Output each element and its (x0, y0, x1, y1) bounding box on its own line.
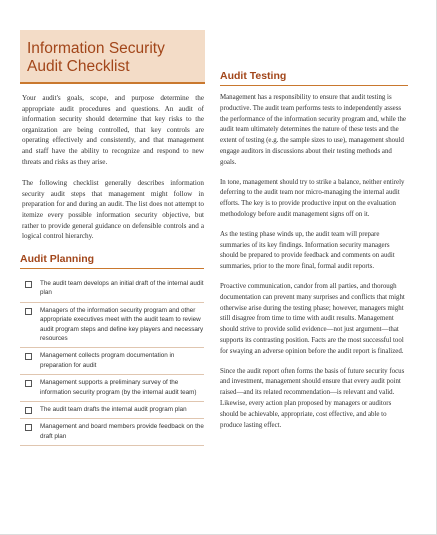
testing-paragraph-1: Management has a responsibility to ensure that audit testing is productive. The audit team performs tests to independently assess the performance of the information security program and, while the audit team ultimately determines the nature of these tests and the extent of testing (e.g. the sample sizes to use), management should engage auditors in discussions about their testing methods and goals. (220, 94, 406, 166)
audit-testing-column (220, 70, 408, 440)
checklist-item (20, 303, 204, 349)
checklist-item (20, 348, 204, 375)
checklist-item-text: Management and board members provide feedback on the draft plan (40, 423, 204, 440)
audit-planning-heading: Audit Planning (20, 253, 95, 265)
checkbox[interactable] (25, 380, 32, 387)
testing-paragraph-5: Since the audit report often forms the basis of future security focus and investment, management should ensure that every audit point raised—and its related recommendation—is relevant and valid. Likewise, every action plan proposed by managers or auditors should be achievable, appropriate, cost effective, and able to produce lasting effect. (220, 367, 405, 429)
checklist-item-text: Managers of the information security program and other appropriate executives meet with the audit team to review audit program steps and define key players and necessary resources (40, 306, 204, 343)
title-line-2: Audit Checklist (27, 58, 130, 75)
page-title (27, 40, 207, 76)
audit-testing-rule (220, 85, 408, 86)
checklist-item (20, 419, 204, 446)
testing-paragraph-2: In tone, management should try to strike a balance, neither entirely deferring to the audit team nor micro-managing the internal audit efforts. The key is to provide productive input on the evaluation methodology before audit management signs off on it. (220, 178, 405, 218)
audit-planning-header (20, 253, 204, 269)
audit-testing-header (220, 70, 408, 86)
checklist-item (20, 402, 204, 419)
checkbox[interactable] (25, 407, 32, 414)
intro-column (22, 93, 204, 253)
testing-paragraph-4: Proactive communication, candor from all parties, and thorough documentation can prevent many surprises and conflicts that might otherwise arise during the testing phase; however, managers might still disagree from time to time with audit results. Management should strive to provide solid evidence—not just argument—that supports its contrasting position. Facts are the most successful tool for swaying an adverse opinion before the audit report is finalized. (220, 282, 405, 355)
audit-planning-checklist (20, 276, 204, 446)
checklist-item (20, 375, 204, 402)
checklist-item-text: Management collects program documentation in preparation for audit (40, 352, 175, 369)
checkbox[interactable] (25, 308, 32, 315)
audit-planning-rule (20, 268, 204, 269)
audit-testing-heading: Audit Testing (220, 70, 287, 82)
checkbox[interactable] (25, 353, 32, 360)
intro-paragraph-1: Your audit's goals, scope, and purpose determine the appropriate audit procedures and questions. An audit of information security should determine that key risks to the organization are being controlled, that key controls are operating effectively and consistently, and that management and staff have the ability to recognize and respond to new threats and risks as they arise. (22, 94, 204, 166)
checklist-item-text: Management supports a preliminary survey of the information security program (by the internal audit team) (40, 379, 197, 396)
checkbox[interactable] (25, 424, 32, 431)
title-underline (20, 82, 205, 84)
intro-paragraph-2: The following checklist generally describes information security audit steps that management might follow in preparation for and during an audit. The list does not attempt to itemize every possible information security objective, but rather to provide general guidance on defensible controls and a logical control hierarchy. (22, 179, 204, 241)
checklist-item (20, 276, 204, 303)
testing-paragraph-3: As the testing phase winds up, the audit team will prepare summaries of its key findings. Information security managers should be prepared to provide feedback and comments on audit summaries, prior to the more final, formal audit reports. (220, 230, 395, 271)
title-line-1: Information Security (27, 40, 165, 57)
checklist-item-text: The audit team develops an initial draft of the internal audit plan (40, 280, 204, 297)
checklist-item-text: The audit team drafts the internal audit program plan (40, 406, 187, 414)
checkbox[interactable] (25, 281, 32, 288)
